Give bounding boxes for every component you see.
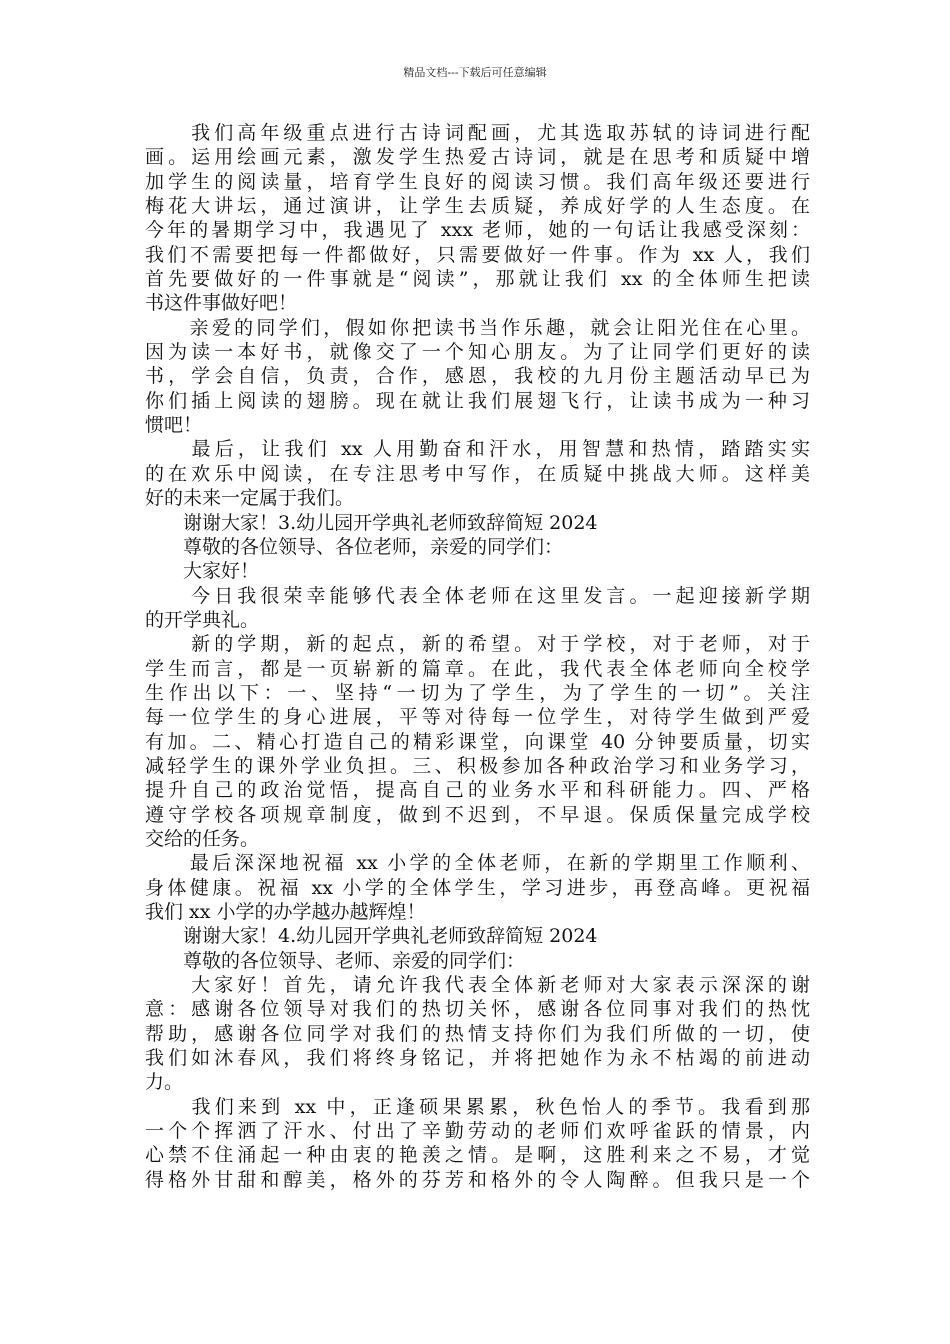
text-line: 每一位学生的身心进展，平等对待每一位学生，对待学生做到严爱 [145, 706, 810, 729]
text-line: 你们插上阅读的翅膀。现在就让我们展翅飞行，让读书成为一种习 [145, 389, 810, 412]
text-line: 好的未来一定属于我们。 [145, 487, 355, 510]
text-line: 画。运用绘画元素，激发学生热爱古诗词，就是在思考和质疑中增 [145, 146, 810, 169]
text-line: 加学生的阅读量，培育学生良好的阅读习惯。我们高年级还要进行 [145, 170, 810, 193]
text-line: 尊敬的各位领导、各位老师，亲爱的同学们： [145, 535, 564, 558]
document-body [145, 121, 810, 1192]
text-line: 谢谢大家！4.幼儿园开学典礼老师致辞简短 2024 [145, 925, 598, 948]
text-line: 的在欢乐中阅读，在专注思考中写作，在质疑中挑战大师。这样美 [145, 462, 810, 485]
text-line: 今年的暑期学习中，我遇见了 xxx 老师，她的一句话让我感受深刻： [145, 219, 810, 242]
text-line: 最后深深地祝福 xx 小学的全体老师，在新的学期里工作顺利、 [145, 852, 810, 875]
text-line: 尊敬的各位领导、老师、亲爱的同学们： [145, 949, 526, 972]
text-line: 意：感谢各位领导对我们的热切关怀，感谢各位同事对我们的热忱 [145, 998, 810, 1021]
text-line: 交给的任务。 [145, 827, 260, 850]
text-line: 力。 [145, 1071, 184, 1094]
text-line: 今日我很荣幸能够代表全体老师在这里发言。一起迎接新学期 [145, 584, 810, 607]
text-line: 我们如沐春风，我们将终身铭记，并将把她作为永不枯竭的前进动 [145, 1047, 810, 1070]
text-line: 书这件事做好吧！ [145, 292, 298, 315]
text-line: 大家好！首先，请允许我代表全体新老师对大家表示深深的谢 [145, 974, 810, 997]
text-line: 生作出以下：一、坚持“一切为了学生，为了学生的一切”。关注 [145, 681, 810, 704]
text-line: 身体健康。祝福 xx 小学的全体学生，学习进步，再登高峰。更祝福 [145, 876, 810, 899]
text-line: 因为读一本好书，就像交了一个知心朋友。为了让同学们更好的读 [145, 341, 810, 364]
text-line: 提升自己的政治觉悟，提高自己的业务水平和科研能力。四、严格 [145, 779, 810, 802]
text-line: 一个个挥洒了汗水、付出了辛勤劳动的老师们欢呼雀跃的情景，内 [145, 1120, 810, 1143]
text-line: 亲爱的同学们，假如你把读书当作乐趣，就会让阳光住在心里。 [145, 316, 810, 339]
text-line: 我们不需要把每一件都做好，只需要做好一件事。作为 xx 人，我们 [145, 243, 810, 266]
text-line: 得格外甘甜和醇美，格外的芬芳和格外的令人陶醉。但我只是一个 [145, 1168, 810, 1191]
text-line: 新的学期，新的起点，新的希望。对于学校，对于老师，对于 [145, 633, 810, 656]
text-line: 大家好！ [145, 560, 260, 583]
text-line: 首先要做好的一件事就是“阅读”，那就让我们 xx 的全体师生把读 [145, 268, 810, 291]
text-line: 梅花大讲坛，通过演讲，让学生去质疑，养成好学的人生态度。在 [145, 195, 810, 218]
text-line: 遵守学校各项规章制度，做到不迟到，不早退。保质保量完成学校 [145, 803, 810, 826]
text-line: 学生而言，都是一页崭新的篇章。在此，我代表全体老师向全校学 [145, 657, 810, 680]
text-line: 减轻学生的课外学业负担。三、积极参加各种政治学习和业务学习， [145, 754, 810, 777]
text-line: 我们高年级重点进行古诗词配画，尤其选取苏轼的诗词进行配 [145, 122, 810, 144]
text-line: 书，学会自信，负责，合作，感恩，我校的九月份主题活动早已为 [145, 365, 810, 388]
text-line: 的开学典礼。 [145, 608, 260, 631]
text-line: 惯吧！ [145, 414, 203, 437]
text-line: 帮助，感谢各位同学对我们的热情支持你们为我们所做的一切，使 [145, 1022, 810, 1045]
text-line: 谢谢大家！3.幼儿园开学典礼老师致辞简短 2024 [145, 511, 598, 534]
text-line: 我们来到 xx 中，正逢硕果累累，秋色怡人的季节。我看到那 [145, 1095, 810, 1118]
page-header: 精品文档---下载后可任意编辑 [403, 66, 547, 79]
text-line: 我们 xx 小学的办学越办越辉煌！ [145, 901, 426, 923]
text-line: 最后，让我们 xx 人用勤奋和汗水，用智慧和热情，踏踏实实 [145, 438, 810, 461]
text-line: 心禁不住涌起一种由衷的艳羡之情。是啊，这胜利来之不易，才觉 [145, 1144, 810, 1167]
text-line: 有加。二、精心打造自己的精彩课堂，向课堂 40 分钟要质量，切实 [145, 730, 810, 753]
